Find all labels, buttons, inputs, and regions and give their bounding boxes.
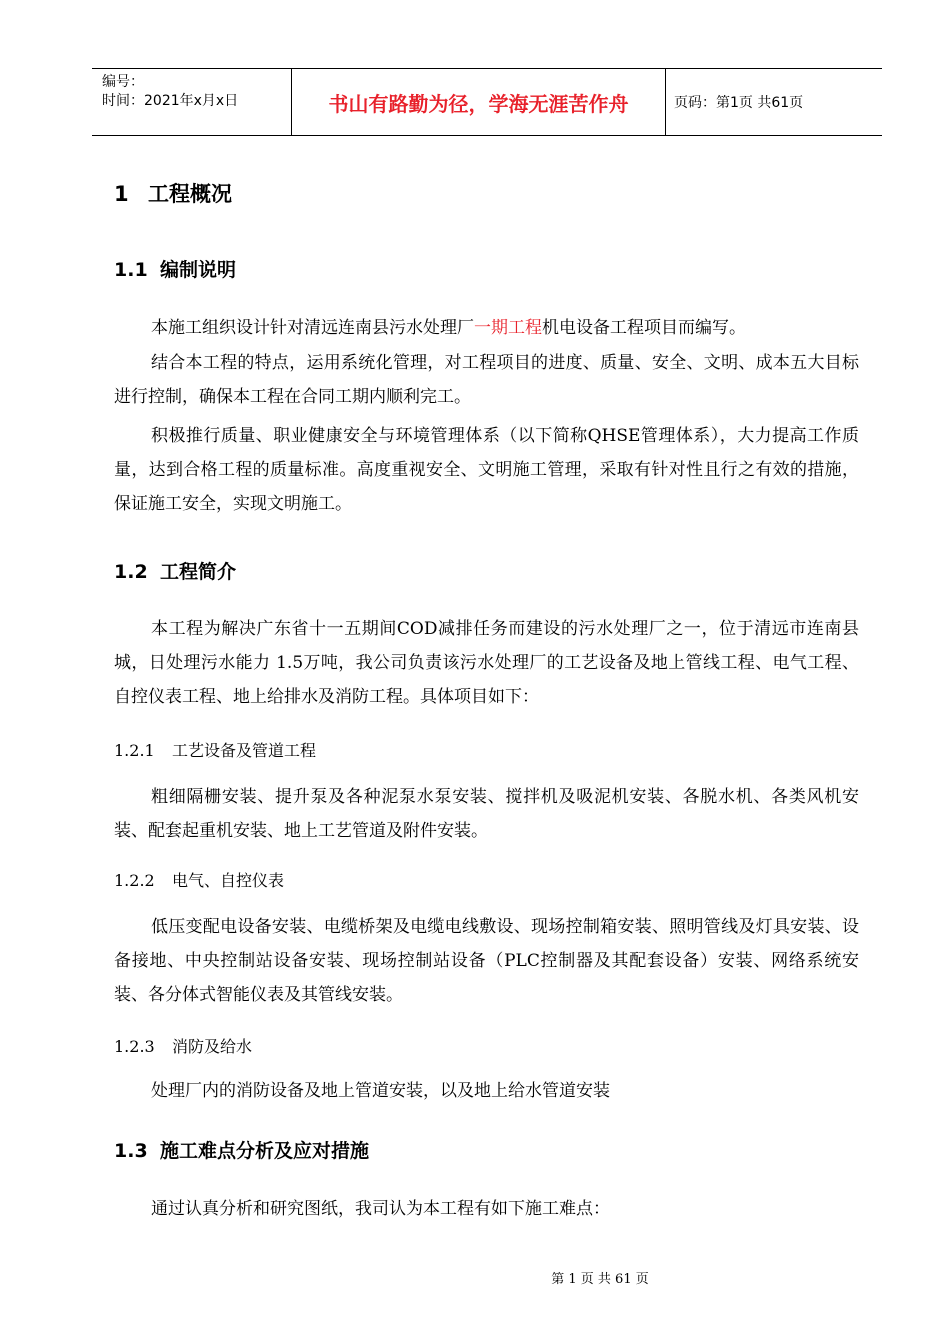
heading-number: 1.2.1	[114, 741, 155, 760]
heading-1-1	[114, 255, 236, 282]
heading-title: 工艺设备及管道工程	[172, 741, 317, 760]
paragraph-8: 通过认真分析和研究图纸，我司认为本工程有如下施工难点：	[151, 1199, 610, 1219]
doc-number-label: 编号：	[102, 74, 144, 90]
paragraph-7: 处理厂内的消防设备及地上管道安装，以及地上给水管道安装	[151, 1081, 610, 1101]
page-footer: 第 1 页 共 61 页	[551, 1272, 649, 1287]
heading-title: 施工难点分析及应对措施	[160, 1140, 370, 1162]
heading-number: 1.2	[114, 561, 148, 583]
heading-number: 1.1	[114, 259, 148, 281]
heading-title: 消防及给水	[172, 1037, 253, 1056]
paragraph-4: 本工程为解决广东省十一五期间COD减排任务而建设的污水处理厂之一，位于清远市连南县城，日处理污水能力 1.5万吨，我公司负责该污水处理厂的工艺设备及地上管线工程、电气工程、自控仪表工程、地上给排水及消防工程。具体项目如下：	[114, 619, 859, 707]
heading-title: 工程概况	[148, 182, 232, 206]
heading-title: 工程简介	[160, 561, 237, 583]
heading-title: 电气、自控仪表	[172, 871, 285, 890]
heading-1	[114, 178, 232, 208]
heading-1-2-2	[114, 868, 284, 891]
paragraph-text: 机电设备工程项目而编写。	[542, 318, 746, 338]
paragraph-1	[114, 311, 859, 345]
header-meta	[92, 69, 292, 135]
heading-1-2-3	[114, 1034, 252, 1057]
paragraph-text: 本施工组织设计针对清远连南县污水处理厂	[151, 318, 474, 338]
time-label: 时间：2021年x月x日	[102, 93, 239, 109]
heading-number: 1.2.3	[114, 1037, 155, 1056]
header-motto: 书山有路勤为径，学海无涯苦作舟	[292, 69, 666, 135]
page-header	[92, 68, 882, 136]
heading-1-3	[114, 1136, 369, 1163]
paragraph-5: 粗细隔栅安装、提升泵及各种泥泵水泵安装、搅拌机及吸泥机安装、各脱水机、各类风机安装、配套起重机安装、地上工艺管道及附件安装。	[114, 787, 859, 841]
header-page-label: 页码：第1页 共61页	[674, 95, 804, 111]
highlighted-text: 一期工程	[474, 318, 542, 338]
heading-number: 1.2.2	[114, 871, 155, 890]
heading-1-2-1	[114, 738, 316, 761]
heading-title: 编制说明	[160, 259, 237, 281]
paragraph-6: 低压变配电设备安装、电缆桥架及电缆电线敷设、现场控制箱安装、照明管线及灯具安装、设备接地、中央控制站设备安装、现场控制站设备（PLC控制器及其配套设备）安装、网络系统安装、各分体式智能仪表及其管线安装。	[114, 917, 859, 1005]
heading-number: 1	[114, 182, 129, 206]
heading-number: 1.3	[114, 1140, 148, 1162]
paragraph-3: 积极推行质量、职业健康安全与环境管理体系（以下简称QHSE管理体系），大力提高工作质量，达到合格工程的质量标准。高度重视安全、文明施工管理，采取有针对性且行之有效的措施，保证施工安全，实现文明施工。	[114, 426, 859, 514]
paragraph-2: 结合本工程的特点，运用系统化管理，对工程项目的进度、质量、安全、文明、成本五大目标进行控制，确保本工程在合同工期内顺利完工。	[114, 353, 859, 407]
heading-1-2	[114, 557, 236, 584]
